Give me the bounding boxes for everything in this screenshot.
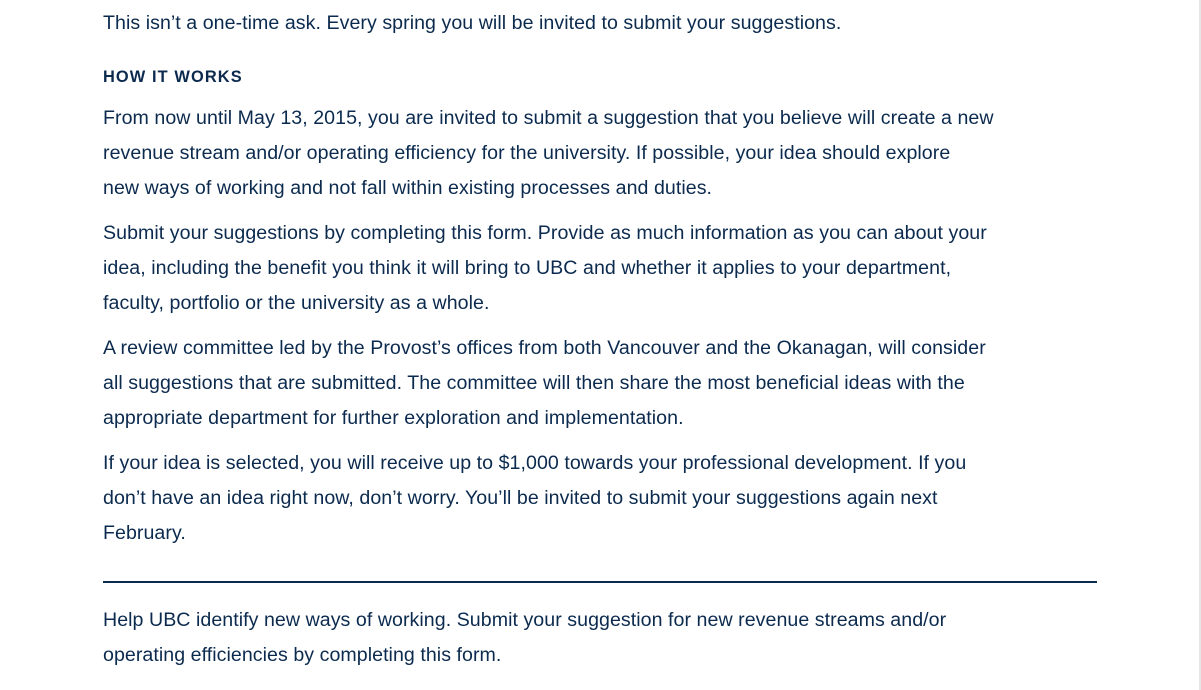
paragraph-reward <box>103 446 966 551</box>
text-line: don’t have an idea right now, don’t worry. You’ll be invited to submit your suggestions again next <box>103 487 938 509</box>
text-line: From now until May 13, 2015, you are invited to submit a suggestion that you believe will create a new <box>103 107 994 129</box>
intro-text <box>103 6 841 41</box>
how-it-works-heading: HOW IT WORKS <box>103 68 243 86</box>
text-line: A review committee led by the Provost’s offices from both Vancouver and the Okanagan, will consider <box>103 337 986 359</box>
text-line: appropriate department for further exploration and implementation. <box>103 407 684 429</box>
text-line: idea, including the benefit you think it will bring to UBC and whether it applies to your department, <box>103 257 952 279</box>
form-intro-paragraph <box>103 603 946 673</box>
text-line: Help UBC identify new ways of working. Submit your suggestion for new revenue streams and/or <box>103 609 947 631</box>
how-it-works-heading-wrap <box>103 67 243 87</box>
text-line: If your idea is selected, you will receive up to $1,000 towards your professional development. If you <box>103 452 967 474</box>
text-line: revenue stream and/or operating efficiency for the university. If possible, your idea should explore <box>103 142 951 164</box>
paragraph-submission-period <box>103 101 994 206</box>
paragraph-review-committee <box>103 331 986 436</box>
text-line: new ways of working and not fall within existing processes and duties. <box>103 177 713 199</box>
text-line: faculty, portfolio or the university as a whole. <box>103 292 490 314</box>
text-line: February. <box>103 522 186 544</box>
paragraph-how-to-submit <box>103 216 987 321</box>
text-line: operating efficiencies by completing this form. <box>103 644 502 666</box>
text-line: Submit your suggestions by completing this form. Provide as much information as you can about your <box>103 222 987 244</box>
text-line: all suggestions that are submitted. The committee will then share the most beneficial ideas with the <box>103 372 965 394</box>
intro-paragraph <box>103 6 841 41</box>
text-line: This isn’t a one-time ask. Every spring you will be invited to submit your suggestions. <box>103 12 842 34</box>
section-divider <box>103 581 1097 583</box>
